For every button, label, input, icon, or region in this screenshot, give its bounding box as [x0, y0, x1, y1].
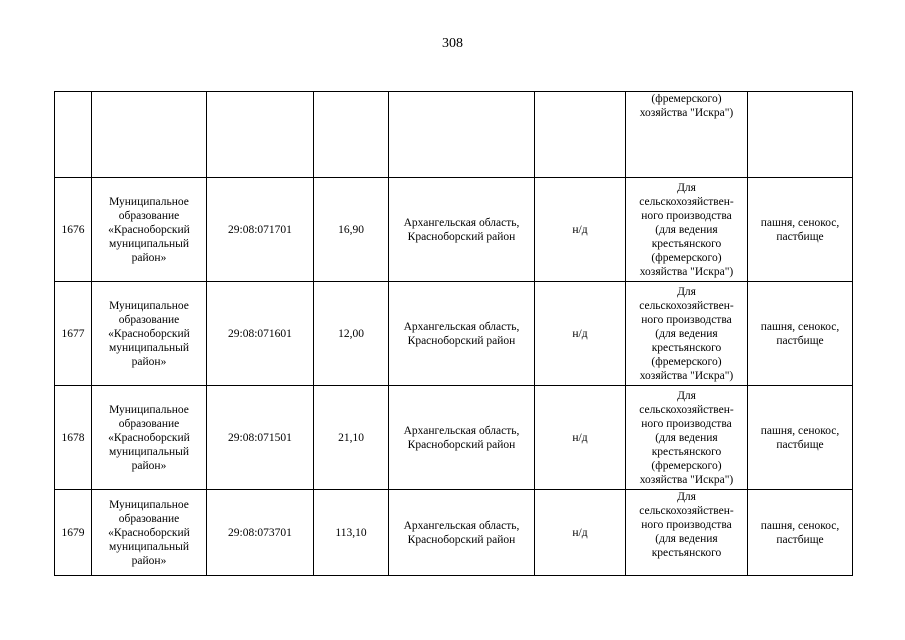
cell-owner: Муниципальное образование «Красноборский муниципальный район»: [92, 178, 207, 282]
cell-owner: [92, 92, 207, 178]
table-row: [55, 490, 853, 576]
cell-purpose: Для сельскохозяйствен- ного производства (для ведения крестьянского (фремерского) хозяйства "Искра"): [626, 282, 748, 386]
cell-land-use: [748, 92, 853, 178]
cell-area: 16,90: [314, 178, 389, 282]
cell-land-use: пашня, сенокос, пастбище: [748, 178, 853, 282]
table-row: [55, 178, 853, 282]
cell-num: 1678: [55, 386, 92, 490]
cell-purpose: Для сельскохозяйствен- ного производства (для ведения крестьянского: [626, 490, 748, 576]
cell-value: н/д: [535, 490, 626, 576]
cell-purpose: (фремерского) хозяйства "Искра"): [626, 92, 748, 178]
table-row: [55, 282, 853, 386]
cell-num: 1676: [55, 178, 92, 282]
cell-purpose: Для сельскохозяйствен- ного производства (для ведения крестьянского (фремерского) хозяйства "Искра"): [626, 178, 748, 282]
cell-value: н/д: [535, 178, 626, 282]
cell-location: [389, 92, 535, 178]
cell-owner: Муниципальное образование «Красноборский муниципальный район»: [92, 490, 207, 576]
cell-cadastral: 29:08:071701: [207, 178, 314, 282]
cell-location: Архангельская область, Красноборский район: [389, 282, 535, 386]
cell-value: н/д: [535, 386, 626, 490]
cell-cadastral: 29:08:071601: [207, 282, 314, 386]
cell-area: [314, 92, 389, 178]
cell-num: [55, 92, 92, 178]
cell-cadastral: [207, 92, 314, 178]
cell-location: Архангельская область, Красноборский район: [389, 386, 535, 490]
cell-num: 1677: [55, 282, 92, 386]
cell-cadastral: 29:08:073701: [207, 490, 314, 576]
cell-owner: Муниципальное образование «Красноборский муниципальный район»: [92, 282, 207, 386]
page-number: 308: [442, 36, 463, 51]
cell-area: 113,10: [314, 490, 389, 576]
cell-land-use: пашня, сенокос, пастбище: [748, 386, 853, 490]
land-registry-table: [54, 91, 853, 576]
cell-area: 12,00: [314, 282, 389, 386]
table-row-continuation: [55, 92, 853, 178]
cell-area: 21,10: [314, 386, 389, 490]
cell-land-use: пашня, сенокос, пастбище: [748, 282, 853, 386]
cell-location: Архангельская область, Красноборский район: [389, 490, 535, 576]
cell-owner: Муниципальное образование «Красноборский муниципальный район»: [92, 386, 207, 490]
cell-num: 1679: [55, 490, 92, 576]
cell-location: Архангельская область, Красноборский район: [389, 178, 535, 282]
table-row: [55, 386, 853, 490]
cell-purpose: Для сельскохозяйствен- ного производства (для ведения крестьянского (фремерского) хозяйства "Искра"): [626, 386, 748, 490]
cell-land-use: пашня, сенокос, пастбище: [748, 490, 853, 576]
cell-value: н/д: [535, 282, 626, 386]
cell-value: [535, 92, 626, 178]
cell-cadastral: 29:08:071501: [207, 386, 314, 490]
